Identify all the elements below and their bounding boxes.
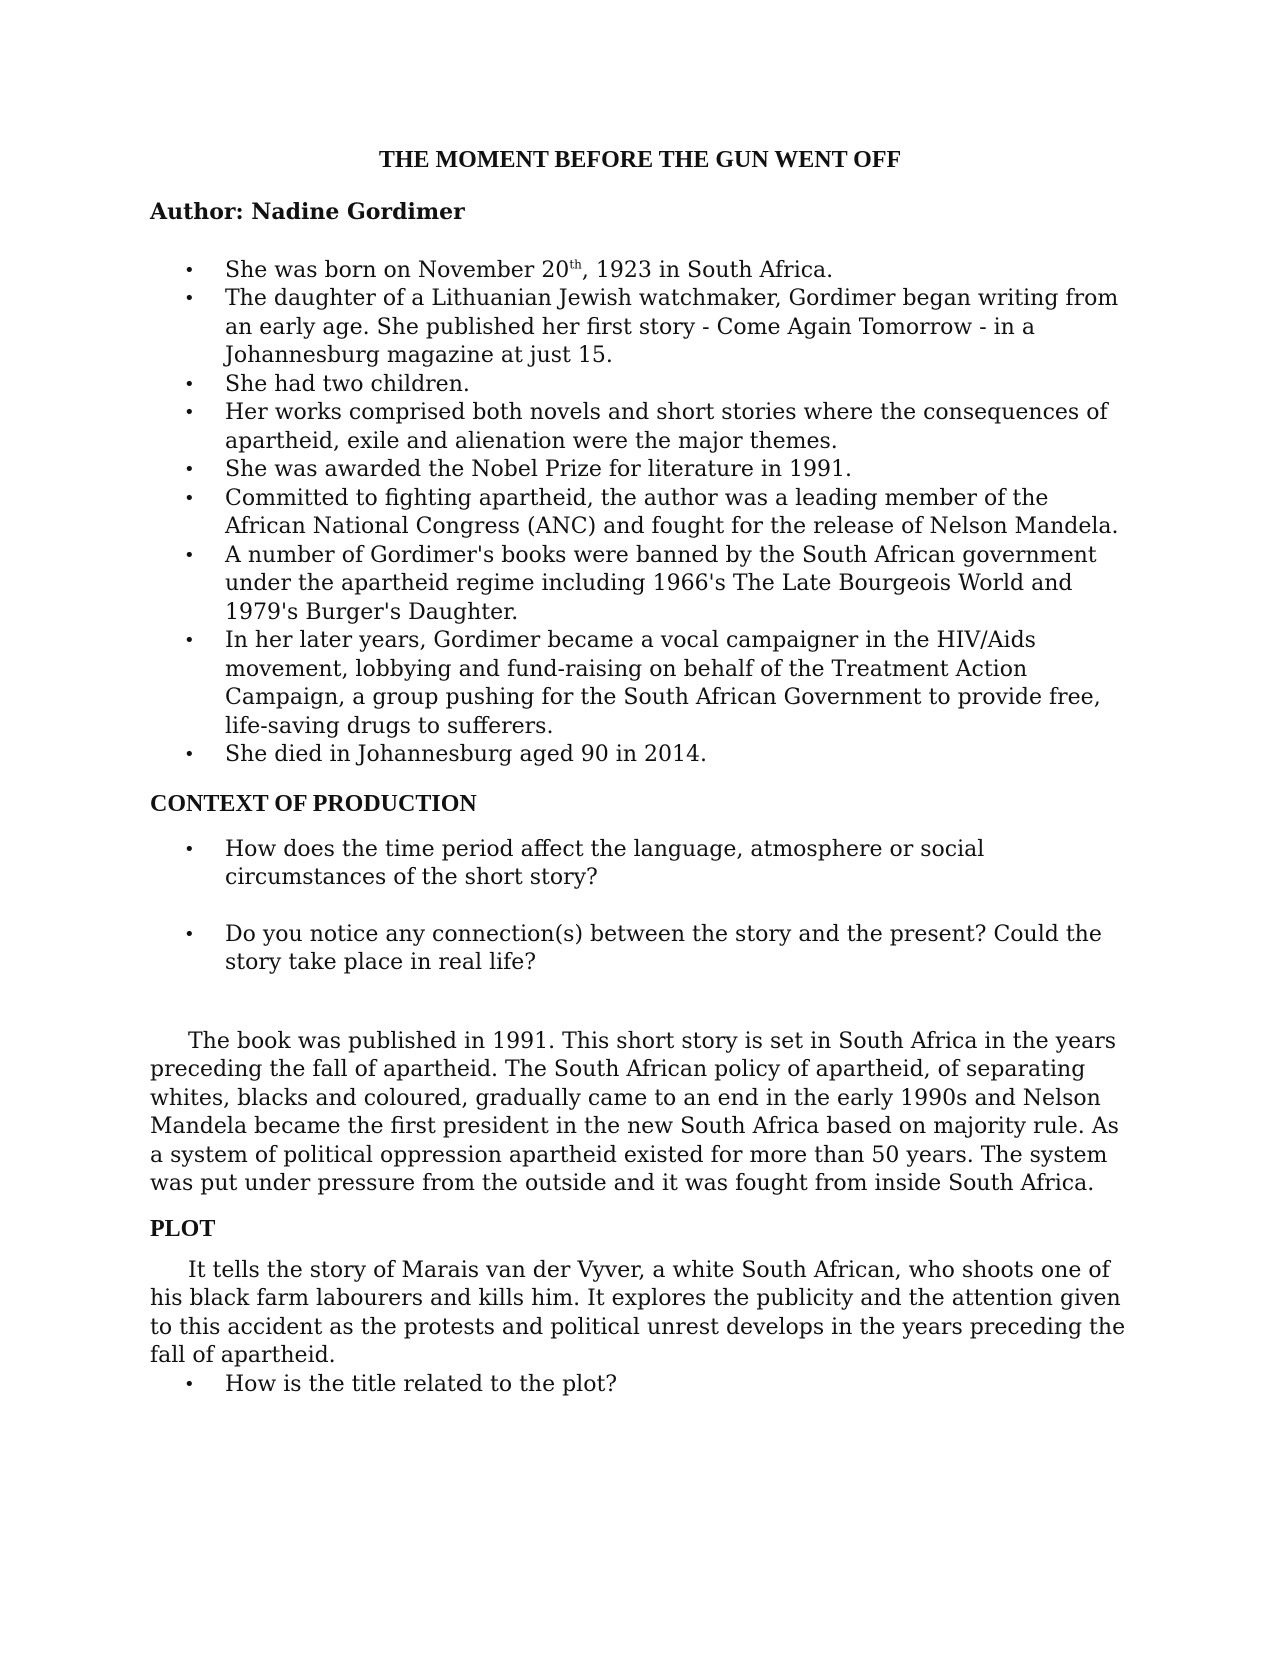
list-item [150, 257, 1130, 286]
list-item [150, 542, 1130, 628]
bullet-icon: • [184, 923, 195, 945]
bullet-icon: • [184, 544, 195, 566]
superscript: th [569, 257, 582, 272]
list-item-text: How is the title related to the plot? [225, 1371, 618, 1397]
document-page [150, 146, 1130, 1399]
document-title: THE MOMENT BEFORE THE GUN WENT OFF [378, 147, 902, 173]
list-item-text: The daughter of a Lithuanian Jewish watchmaker, Gordimer began writing from an early age. She published her first story - Come Again Tomorrow - in a Johannesburg magazine at just 15. [225, 286, 1119, 368]
list-item-text: Do you notice any connection(s) between the story and the present? Could the story take place in real life? [225, 921, 1102, 975]
list-item-text: Her works comprised both novels and short stories where the consequences of apartheid, exile and alienation were the major themes. [225, 400, 1108, 454]
bullet-icon: • [184, 459, 195, 480]
bullet-icon: • [184, 288, 195, 309]
list-item-text: She died in Johannesburg aged 90 in 2014. [225, 742, 707, 767]
list-item-text: Committed to fighting apartheid, the author was a leading member of the African National Congress (ANC) and fought for the release of Nelson Mandela. [225, 485, 1119, 539]
list-item-text: She was awarded the Nobel Prize for literature in 1991. [225, 457, 853, 482]
bullet-icon: • [184, 373, 195, 395]
list-item [150, 456, 1130, 485]
list-item [150, 836, 1130, 893]
plot-paragraph: It tells the story of Marais van der Vyver, a white South African, who shoots one of his black farm labourers and kills him. It explores the publicity and the attention given to this accident as the protests and political unrest develops in the years preceding the fall of apartheid. [150, 1257, 1126, 1368]
bullet-icon: • [184, 1373, 195, 1395]
context-paragraph: The book was published in 1991. This short story is set in South Africa in the years preceding the fall of apartheid. The South African policy of apartheid, of separating whites, blacks and coloured, gradually came to an end in the early 1990s and Nelson Mandela became the first president in the new South Africa based on majority rule. As a system of political oppression apartheid existed for more than 50 years. The system was put under pressure from the outside and it was fought from inside South Africa. [150, 1028, 1119, 1196]
author-line: Author: Nadine Gordimer [150, 199, 465, 225]
list-item [150, 1371, 1130, 1400]
list-item [150, 921, 1130, 978]
list-item [150, 285, 1130, 371]
list-item [150, 485, 1130, 542]
bullet-icon: • [184, 259, 195, 281]
list-item-text: How does the time period affect the language, atmosphere or social circumstances of the short story? [225, 836, 985, 890]
list-item-text: , 1923 in South Africa. [581, 257, 834, 283]
plot-heading: PLOT [150, 1215, 216, 1242]
list-item-text: She had two children. [225, 371, 470, 397]
bullet-icon: • [184, 487, 195, 509]
author-facts-list [150, 257, 1130, 770]
plot-questions-list [150, 1371, 1130, 1400]
list-item [150, 627, 1130, 741]
list-item [150, 399, 1130, 456]
list-item [150, 741, 1130, 770]
list-item [150, 371, 1130, 400]
list-item-text: A number of Gordimer's books were banned by the South African government under the apartheid regime including 1966's The Late Bourgeois World and 1979's Burger's Daughter. [225, 542, 1097, 625]
context-heading: CONTEXT OF PRODUCTION [150, 790, 477, 817]
list-item-text: She was born on November 20 [225, 257, 570, 283]
list-item-text: In her later years, Gordimer became a vocal campaigner in the HIV/Aids movement, lobbying and fund-raising on behalf of the Treatment Action Campaign, a group pushing for the South African Government to provide free, life-saving drugs to sufferers. [225, 628, 1101, 739]
bullet-icon: • [184, 838, 195, 860]
bullet-icon: • [184, 630, 195, 651]
bullet-icon: • [184, 744, 195, 765]
context-questions-list [150, 836, 1130, 978]
bullet-icon: • [184, 402, 195, 423]
